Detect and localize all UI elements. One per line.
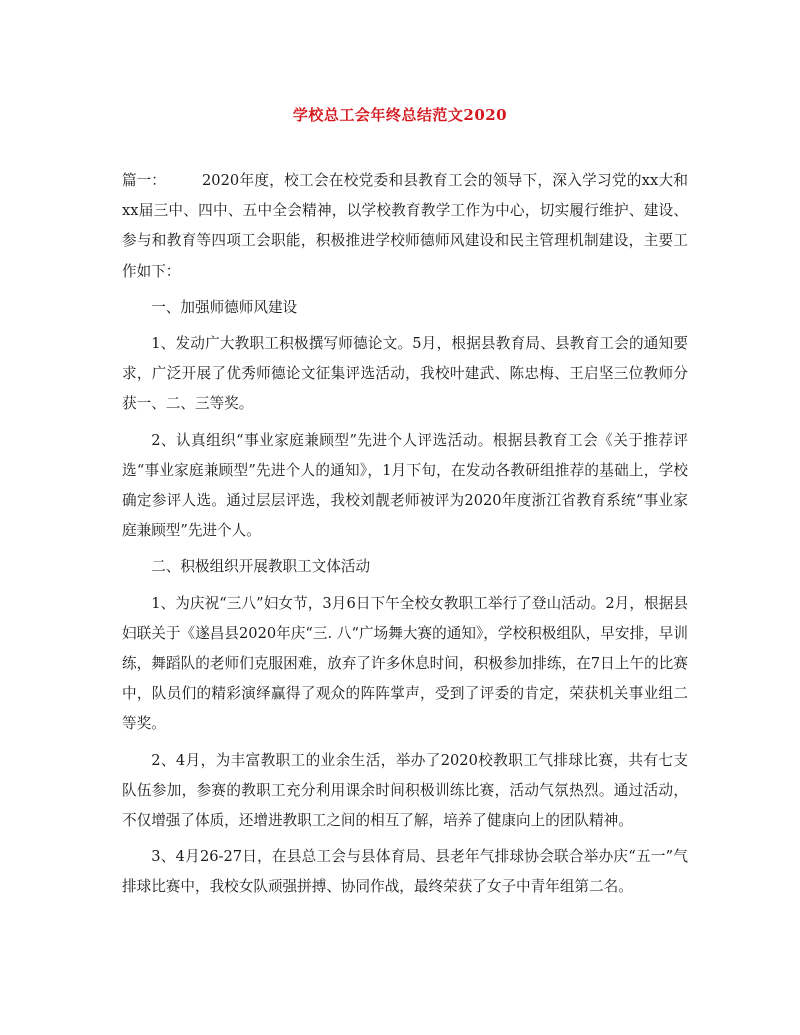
- paragraph-2-1: 1、为庆祝“三八”妇女节，3月6日下午全校女教职工举行了登山活动。2月，根据县妇联关于《遂昌县2020年庆“三. 八“广场舞大赛的通知》，学校积极组队，早安排，早训练，舞蹈队的老师们克服困难，放弃了许多休息时间，积极参加排练，在7日上午的比赛中，队员们的精彩演绎赢得了观众的阵阵掌声，受到了评委的肯定，荣获机关事业组二等奖。: [122, 594, 688, 733]
- intro-paragraph: [122, 166, 688, 287]
- paragraph-2-3: 3、4月26-27日，在县总工会与县体育局、县老年气排球协会联合举办庆“五一”气排球比赛中，我校女队顽强拼搏、协同作战，最终荣获了女子中青年组第二名。: [122, 848, 688, 896]
- paragraph-1-1: 1、发动广大教职工积极撰写师德论文。5月，根据县教育局、县教育工会的通知要求，广泛开展了优秀师德论文征集评选活动，我校叶建武、陈忠梅、王启坚三位教师分获一、二、三等奖。: [122, 335, 688, 413]
- section-heading-1: 一、加强师德师风建设: [151, 298, 298, 316]
- intro-label: 篇一：: [122, 172, 166, 189]
- section-heading-2: 二、积极组织开展教职工文体活动: [151, 558, 371, 576]
- paragraph-1-2: 2、认真组织“事业家庭兼顾型”先进个人评选活动。根据县教育工会《关于推荐评选“事业家庭兼顾型”先进个人的通知》，1月下旬，在发动各教研组推荐的基础上，学校确定参评人选。通过层层评选，我校刘靓老师被评为2020年度浙江省教育系统“事业家庭兼顾型”先进个人。: [122, 431, 688, 540]
- document-body: [122, 166, 688, 909]
- paragraph-2-2: 2、4月，为丰富教职工的业余生活，举办了2020校教职工气排球比赛，共有七支队伍参加，参赛的教职工充分利用课余时间积极训练比赛，活动气氛热烈。通过活动，不仅增强了体质，还增进教职工之间的相互了解，培养了健康向上的团队精神。: [122, 751, 688, 830]
- document-title: 学校总工会年终总结范文2020: [292, 106, 508, 124]
- intro-text: 2020年度，校工会在校党委和县教育工会的领导下，深入学习党的xx大和xx届三中、四中、五中全会精神，以学校教育教学工作为中心，切实履行维护、建设、参与和教育等四项工会职能，积极推进学校师德师风建设和民主管理机制建设，主要工作如下：: [122, 172, 688, 280]
